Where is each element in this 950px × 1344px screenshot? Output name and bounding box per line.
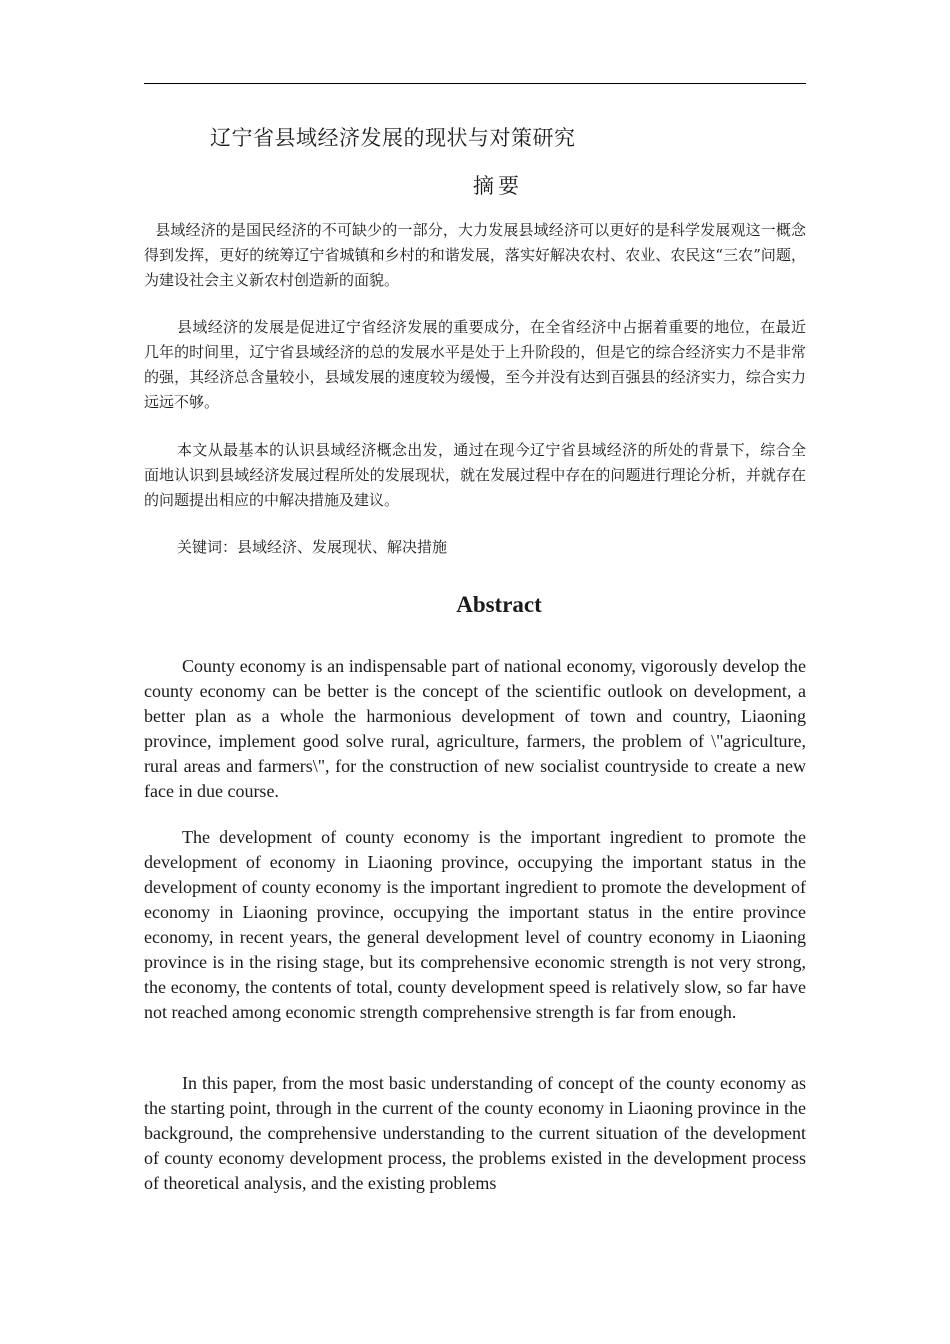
chinese-keywords: 关键词：县域经济、发展现状、解决措施 [177,538,448,556]
chinese-abstract-paragraph-3: 本文从最基本的认识县域经济概念出发，通过在现今辽宁省县域经济的所处的背景下，综合全面地认识到县域经济发展过程所处的发展现状，就在发展过程中存在的问题进行理论分析，并就存在的问题提出相应的中解决措施及建议。 [144,441,806,509]
chinese-title: 辽宁省县域经济发展的现状与对策研究 [210,126,576,150]
chinese-abstract-heading: 摘要 [473,174,523,198]
header-rule [144,83,806,84]
english-abstract-paragraph-2: The development of county economy is the important ingredient to promote the development of economy in Liaoning province, occupying the important status in the development of county economy is the important ingredient to promote the development of economy in Liaoning province, occupying the important status in the entire province economy, in recent years, the general development level of country economy in Liaoning province is in the rising stage, but its comprehensive economic strength is not very strong, the economy, the contents of total, county development speed is relatively slow, so far have not reached among economic strength comprehensive strength is far from enough. [144,827,806,1022]
english-abstract-heading: Abstract [456,592,542,617]
english-abstract-paragraph-1: County economy is an indispensable part of national economy, vigorously develop the county economy can be better is the concept of the scientific outlook on development, a better plan as a whole the harmonious development of town and country, Liaoning province, implement good solve rural, agriculture, farmers, the problem of \"agriculture, rural areas and farmers\", for the construction of new socialist countryside to create a new face in due course. [144,656,806,801]
english-abstract-paragraph-3: In this paper, from the most basic understanding of concept of the county economy as the starting point, through in the current of the county economy in Liaoning province in the background, the comprehensive understanding to the current situation of the development of county economy development process, the problems existed in the development process of theoretical analysis, and the existing problems [144,1073,806,1193]
chinese-abstract-paragraph-1: 县域经济的是国民经济的不可缺少的一部分，大力发展县域经济可以更好的是科学发展观这一概念得到发挥，更好的统筹辽宁省城镇和乡村的和谐发展，落实好解决农村、农业、农民这“三农”问题，为建设社会主义新农村创造新的面貌。 [144,221,806,289]
chinese-abstract-paragraph-2: 县域经济的发展是促进辽宁省经济发展的重要成分，在全省经济中占据着重要的地位，在最近几年的时间里，辽宁省县域经济的总的发展水平是处于上升阶段的，但是它的综合经济实力不是非常的强，其经济总含量较小，县域发展的速度较为缓慢，至今并没有达到百强县的经济实力，综合实力远远不够。 [144,318,806,411]
